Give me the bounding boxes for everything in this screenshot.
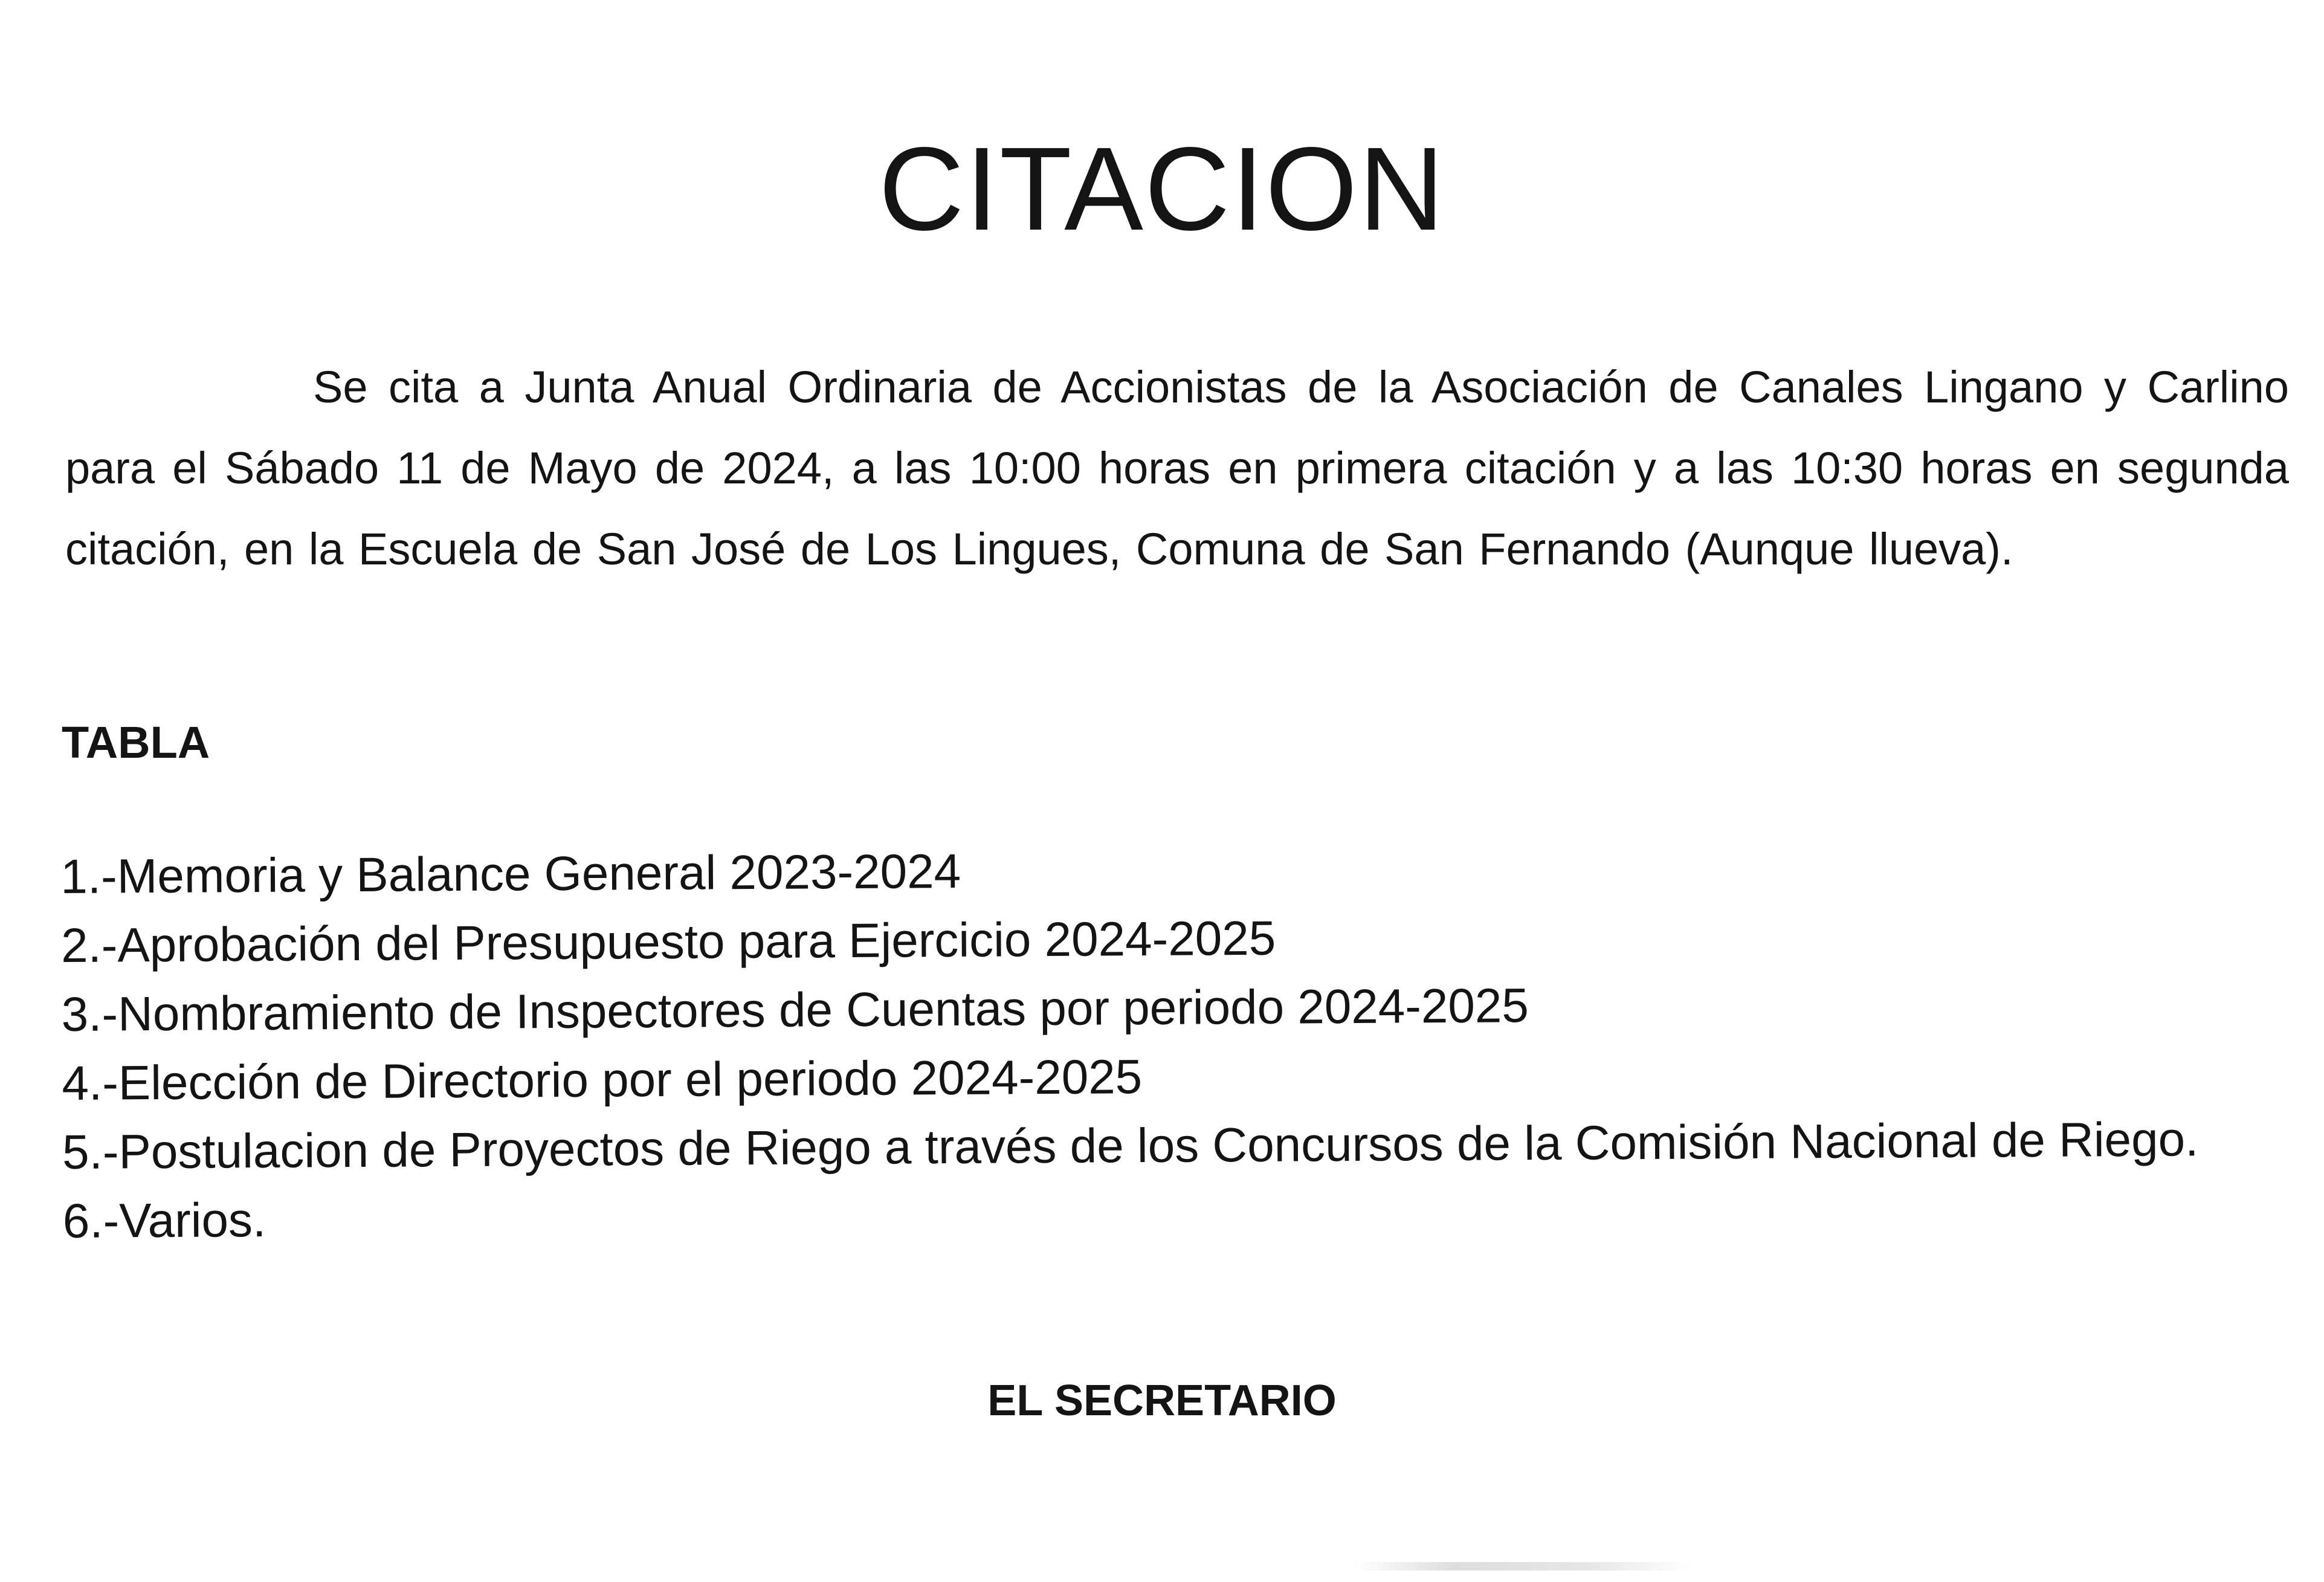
agenda-item: 6.-Varios.	[62, 1192, 266, 1248]
agenda-item: 2.-Aprobación del Presupuesto para Ejercicio 2024-2025	[60, 911, 1276, 972]
agenda-item: 4.-Elección de Directorio por el periodo 2024-2025	[62, 1050, 1143, 1110]
scan-smudge	[1354, 1562, 1692, 1571]
agenda-item: 5.-Postulacion de Proyectos de Riego a través de los Concursos de la Comisión Nacional de Riego.	[62, 1112, 2199, 1179]
agenda-item: 1.-Memoria y Balance General 2023-2024	[60, 844, 961, 903]
agenda-list	[60, 829, 2199, 1256]
intro-paragraph: Se cita a Junta Anual Ordinaria de Accionistas de la Asociación de Canales Lingano y Carlino para el Sábado 11 de Mayo de 2024, a las 10:00 horas en primera citación y a las 10:30 horas en segunda citación, en la Escuela de San José de Los Lingues, Comuna de San Fernando (Aunque llueva).	[65, 362, 2289, 574]
document-title: CITACION	[879, 123, 1445, 255]
agenda-item: 3.-Nombramiento de Inspectores de Cuentas por periodo 2024-2025	[61, 978, 1529, 1041]
signature-line: EL SECRETARIO	[987, 1377, 1337, 1425]
agenda-heading: TABLA	[62, 717, 210, 767]
